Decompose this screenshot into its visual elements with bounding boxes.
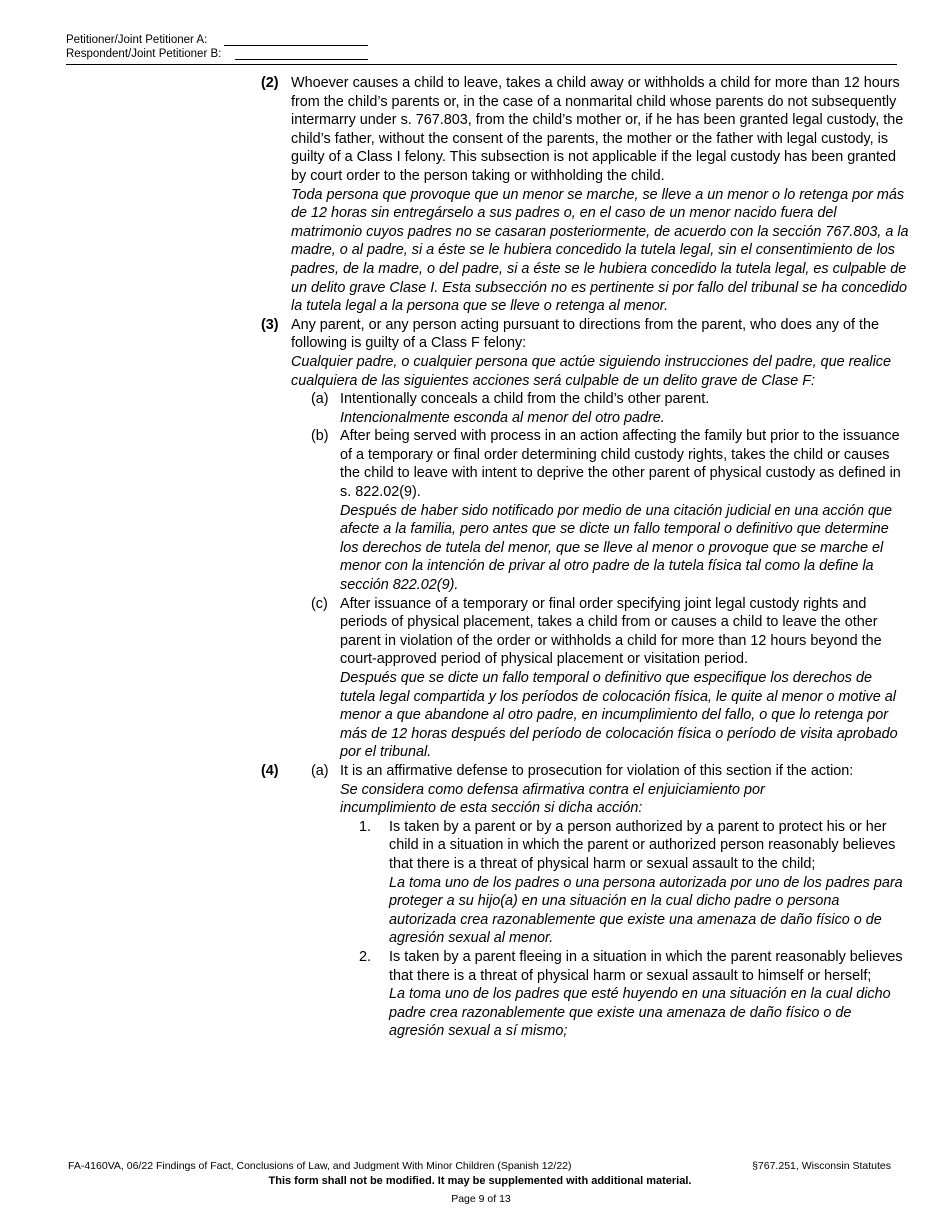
respondent-label: Respondent/Joint Petitioner B: [66,48,222,60]
paragraph-3b [311,427,910,594]
paragraph-3c-label: (c) [311,595,328,612]
respondent-line [66,48,221,61]
paragraph-3c-english: After issuance of a temporary or final order specifying joint legal custody rights and periods of physical placement, takes a child from or causes a child to leave the other parent in violation of the order or withholds a child for more than 12 hours beyond the court-approved period of physical placement or visitation period. [340,595,882,668]
paragraph-4a-label: (a) [311,762,329,779]
item-4a-2-label: 2. [359,948,372,965]
subsection-3-english: Any parent, or any person acting pursuant to directions from the parent, who does any of the following is guilty of a Class F felony: [291,316,879,352]
header-rule [66,64,897,65]
paragraph-3a-label: (a) [311,391,329,408]
paragraph-3c [311,595,910,762]
petitioner-line [66,34,207,47]
subsection-2-spanish: Toda persona que provoque que un menor se marche, se lleve a un menor o lo retenga por más de 12 horas sin entregárselo a sus padres o, en el caso de un menor nacido fuera del matrimonio cuyos padres no se casaran posteriormente, de acuerdo con la sección 767.803, a la madre, o al padre, si a éste se le hubiera concedido la tutela legal, sin el consentimiento de los padres, de la madre, o del padre, si a éste se le hubiera concedido la tutela legal, es culpable de un delito grave Clase I. Esta subsección no es pertinente si por fallo del tribunal se ha concedido la tutela legal a la persona que se lleve o retenga al menor. [291,186,909,315]
modification-notice: This form shall not be modified. It may be supplemented with additional material. [268,1175,692,1187]
subsection-2-number: (2) [261,75,279,91]
paragraph-3a [311,390,910,427]
item-4a-1-english: Is taken by a parent or by a person authorized by a parent to protect his or her child in a situation in which the parent or authorized person reasonably believes that there is a threat of physical harm or sexual assault to the child; [389,818,896,872]
item-4a-2 [359,948,912,1041]
paragraph-3b-label: (b) [311,428,329,445]
statute-reference: §767.251, Wisconsin Statutes [752,1160,891,1172]
paragraph-3b-spanish: Después de haber sido notificado por medio de una citación judicial en una acción que afecte a la familia, pero antes que se dicte un fallo temporal o definitivo que determine los derechos de tutela del menor, que se lleve al menor o provoque que se marche el menor con la intención de privar al otro padre de la tutela física tal como la define la sección 822.02(9). [340,502,893,594]
paragraph-3b-english: After being served with process in an action affecting the family but prior to the issuance of a temporary or final order determining child custody rights, takes the child or causes the child to leave with intent to deprive the other parent of physical custody as defined in s. 822.02(9). [340,428,901,501]
item-4a-2-english: Is taken by a parent fleeing in a situation in which the parent reasonably believes that there is a threat of physical harm or sexual assault to himself or herself; [389,948,903,984]
subsection-2-english: Whoever causes a child to leave, takes a child away or withholds a child for more than 12 hours from the child’s parents or, in the case of a nonmarital child whose parents do not subsequently intermarry under s. 767.803, from the child’s mother or, if he has been granted legal custody, the child’s father, without the consent of the parents, the mother or the father with legal custody, is guilty of a Class I felony. This subsection is not applicable if the legal custody has been granted by court order to the person taking or withholding the child. [291,75,904,184]
subsection-3-spanish: Cualquier padre, o cualquier persona que actúe siguiendo instrucciones del padre, que realice cualquiera de las siguientes acciones será culpable de un delito grave de Clase F: [291,353,892,389]
petitioner-label: Petitioner/Joint Petitioner A: [66,34,208,46]
petitioner-blank [224,34,368,46]
form-id: FA-4160VA, 06/22 Findings of Fact, Conclusions of Law, and Judgment With Minor Children (Spanish 12/22) [68,1160,572,1172]
statute-text [0,74,950,1041]
paragraph-4a-english: It is an affirmative defense to prosecution for violation of this section if the action: [340,762,854,779]
page-number: Page 9 of 13 [451,1193,511,1205]
paragraph-3a-spanish: Intencionalmente esconda al menor del otro padre. [340,409,665,426]
respondent-blank [235,48,368,60]
subsection-4a [261,762,905,818]
paragraph-4a-spanish: Se considera como defensa afirmativa contra el enjuiciamiento por incumplimiento de esta sección si dicha acción: [340,781,765,817]
item-4a-2-spanish: La toma uno de los padres que esté huyendo en una situación en la cual dicho padre crea razonablemente que existe una amenaza de daño físico o de agresión sexual a sí mismo; [389,986,891,1040]
subsection-3-number: (3) [261,316,279,333]
subsection-4-number: (4) [261,762,279,779]
item-4a-1 [359,818,912,948]
paragraph-3c-spanish: Después que se dicte un fallo temporal o definitivo que especifique los derechos de tutela legal compartida y los períodos de colocación física, le quite al menor o motive al menor a que abandone al otro padre, en incumplimiento del fallo, o que lo retenga por más de 12 horas después del período de colocación física o período de visita aprobado por el tribunal. [340,670,898,761]
item-4a-1-spanish: La toma uno de los padres o una persona autorizada por uno de los padres para proteger a su hijo(a) en una situación en la cual dicho padre o persona autorizada crea razonablemente que existe una amenaza de daño físico o de agresión sexual al menor. [389,874,903,947]
item-4a-1-label: 1. [359,818,372,835]
paragraph-3a-english: Intentionally conceals a child from the child’s other parent. [340,391,710,408]
subsection-2 [261,74,909,316]
subsection-3 [261,316,909,390]
